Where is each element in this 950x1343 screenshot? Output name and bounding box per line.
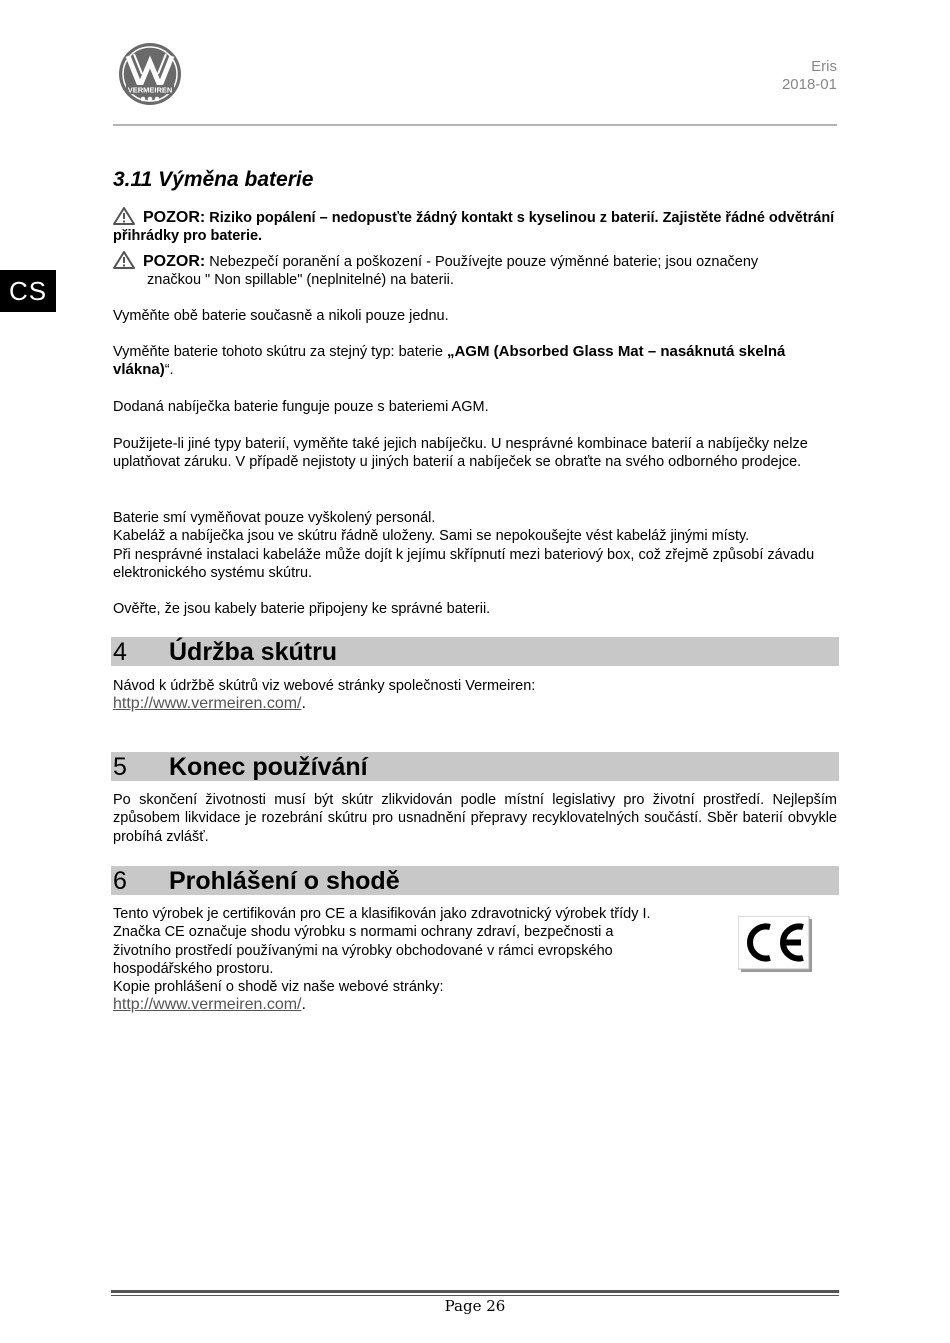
text-line: Baterie smí vyměňovat pouze vyškolený personál. bbox=[113, 510, 436, 526]
section-heading-4 bbox=[111, 637, 839, 666]
text-line: Značka CE označuje shodu výrobku s normami ochrany zdraví, bezpečnosti a bbox=[113, 924, 614, 941]
section-heading-6 bbox=[111, 866, 839, 895]
warning-label: POZOR: bbox=[143, 209, 206, 226]
battery-type-text: Vyměňte baterie tohoto skútru za stejný typ: baterie bbox=[113, 344, 447, 360]
declaration-text bbox=[113, 905, 713, 1015]
link-suffix: . bbox=[301, 996, 306, 1014]
text-line: Kopie prohlášení o shodě viz naše webové stránky: bbox=[113, 979, 444, 996]
header-model: Eris bbox=[811, 58, 837, 75]
vermeiren-logo bbox=[118, 42, 182, 106]
paragraph-replace-both: Vyměňte obě baterie současně a nikoli pouze jednu. bbox=[113, 308, 449, 324]
paragraph-other-batteries: Použijete-li jiné typy baterií, vyměňte také jejich nabíječku. U nesprávné kombinace baterií a nabíječky nelze uplatňovat záruku. V případě nejistoty u jiných baterií a nabíječek se obraťte na svého odborného prodejce. bbox=[113, 436, 808, 471]
section-title: Údržba skútru bbox=[169, 638, 338, 666]
warning-injury bbox=[113, 251, 837, 289]
warning-text-line2: značkou " Non spillable" (neplnitelné) na baterii. bbox=[147, 272, 454, 288]
section-title: Konec používání bbox=[169, 753, 368, 781]
text-line: životního prostředí používanými na výrobky obchodované v rámci evropského bbox=[113, 942, 613, 959]
paragraph-battery-type bbox=[113, 343, 837, 380]
warning-text-line1: Nebezpečí poranění a poškození - Používejte pouze výměnné baterie; jsou označeny bbox=[205, 254, 759, 270]
section-heading-5 bbox=[111, 752, 839, 781]
vermeiren-link[interactable]: http://www.vermeiren.com/ bbox=[113, 695, 302, 713]
warning-label: POZOR: bbox=[143, 253, 206, 270]
footer-divider-thin bbox=[111, 1295, 839, 1296]
text-line: Při nesprávné instalaci kabeláže může dojít k jejímu skřípnutí mezi bateriový box, což zřejmě způsobí závadu elektronického systému skútru. bbox=[113, 546, 815, 581]
section-title-3-11: 3.11 Výměna baterie bbox=[113, 168, 314, 191]
paragraph-trained-personnel bbox=[113, 509, 837, 582]
paragraph-verify-cables: Ověřte, že jsou kabely baterie připojeny ke správné baterii. bbox=[113, 601, 491, 617]
header-divider bbox=[113, 124, 837, 126]
section-number: 5 bbox=[113, 753, 127, 781]
page-number: Page 26 bbox=[444, 1297, 506, 1315]
warning-text: Riziko popálení – nedopusťte žádný kontakt s kyselinou z baterií. Zajistěte řádné odvětrání přihrádky pro baterie. bbox=[113, 210, 835, 244]
text-line: Kabeláž a nabíječka jsou ve skútru řádně uloženy. Sami se nepokoušejte vést kabeláž jinými místy. bbox=[113, 528, 750, 545]
end-of-life-text: Po skončení životnosti musí být skútr zlikvidován podle místní legislativy pro životní prostředí. Nejlepším způsobem likvidace je rozebrání skútru pro usnadnění přepravy recyklovatelných součástí. Sběr baterií obvykle probíhá zvlášť. bbox=[113, 792, 837, 845]
maintenance-instructions: Návod k údržbě skútrů viz webové stránky společnosti Vermeiren: bbox=[113, 678, 536, 694]
vermeiren-link[interactable]: http://www.vermeiren.com/ bbox=[113, 996, 302, 1014]
battery-type-bold: „AGM (Absorbed Glass Mat – nasáknutá skelná vlákna) bbox=[113, 343, 786, 379]
header-date: 2018-01 bbox=[781, 76, 837, 93]
paragraph-charger: Dodaná nabíječka baterie funguje pouze s bateriemi AGM. bbox=[113, 399, 489, 415]
text-line: Tento výrobek je certifikován pro CE a klasifikován jako zdravotnický výrobek třídy I. bbox=[113, 906, 651, 922]
svg-text:VERMEIREN: VERMEIREN bbox=[127, 85, 173, 95]
battery-type-suffix: “. bbox=[164, 362, 174, 379]
warning-burn bbox=[113, 207, 837, 245]
warning-triangle-icon bbox=[113, 207, 135, 225]
footer-divider bbox=[111, 1290, 839, 1293]
section-number: 6 bbox=[113, 867, 127, 895]
ce-mark-icon bbox=[738, 916, 812, 972]
section-number: 4 bbox=[113, 638, 127, 666]
section-title: Prohlášení o shodě bbox=[169, 867, 400, 895]
maintenance-text bbox=[113, 677, 837, 714]
language-tab: CS bbox=[0, 270, 56, 312]
warning-triangle-icon bbox=[113, 251, 135, 269]
text-line: hospodářského prostoru. bbox=[113, 960, 274, 977]
link-suffix: . bbox=[301, 695, 306, 713]
